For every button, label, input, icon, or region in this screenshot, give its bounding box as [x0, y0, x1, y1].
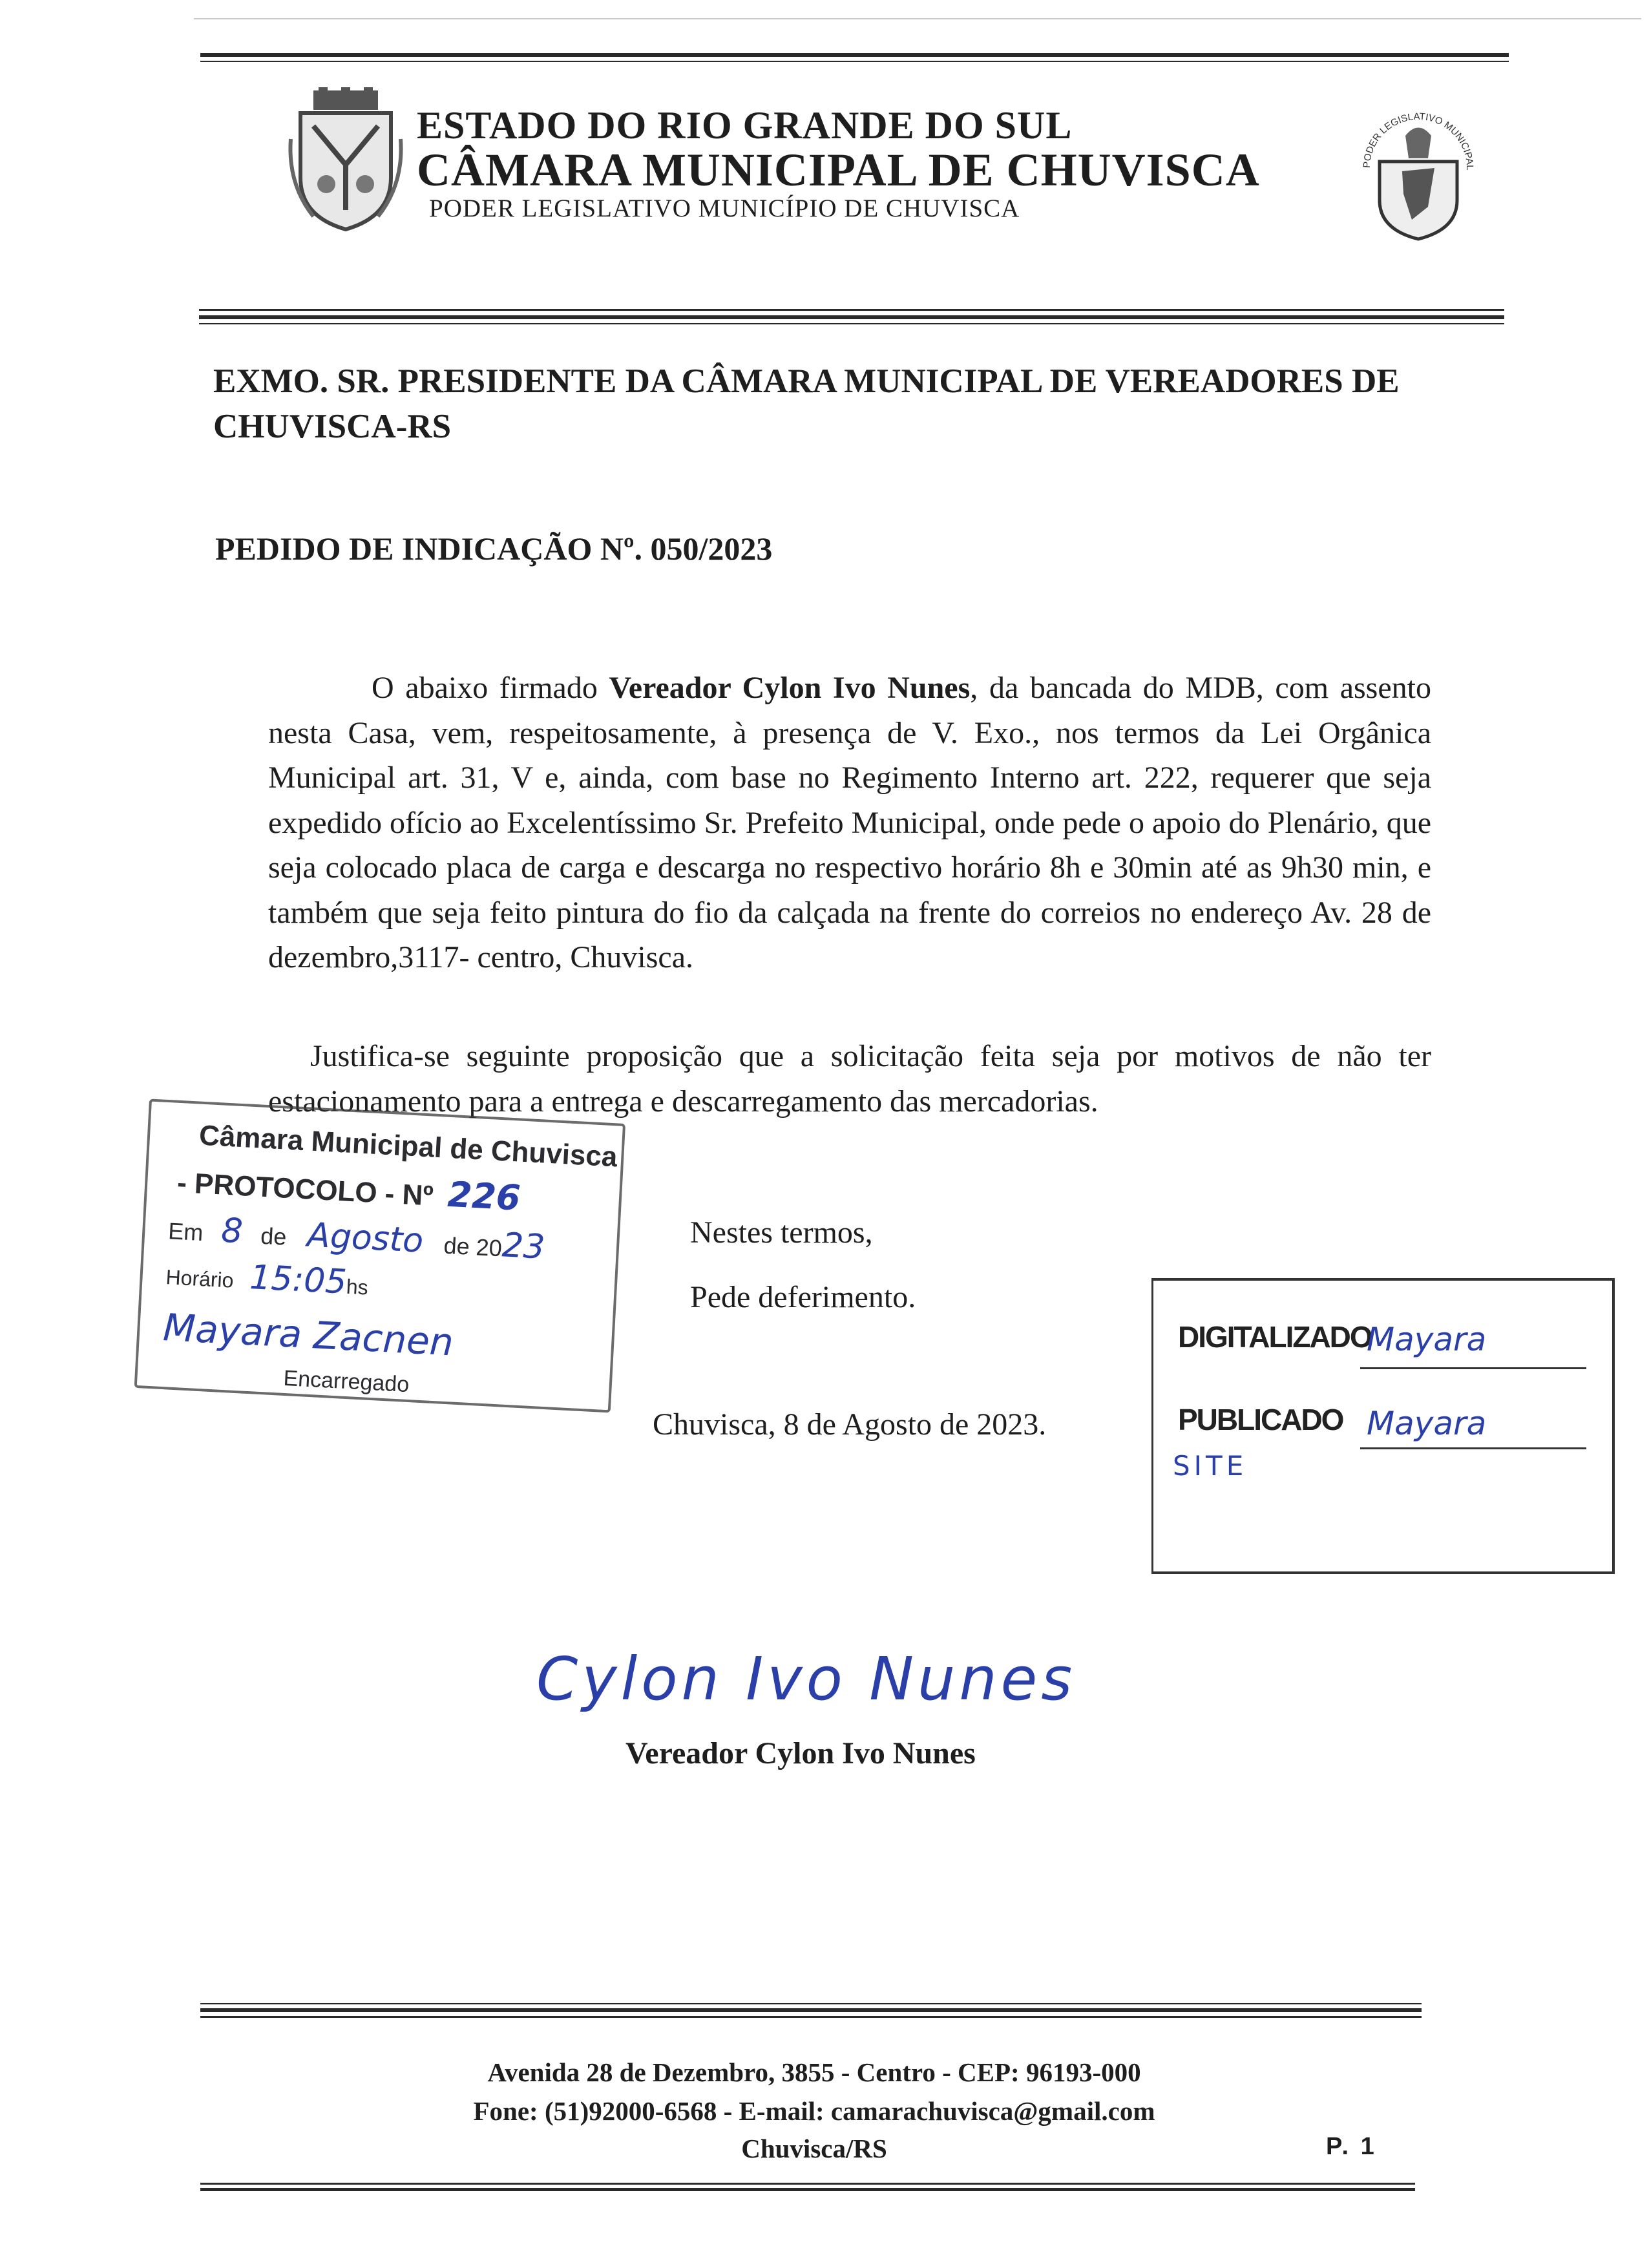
municipal-crest-icon	[288, 87, 404, 233]
protocol-signature: Mayara Zacnen	[162, 1305, 455, 1365]
seal-arc-text: PODER LEGISLATIVO MUNICIPAL	[1361, 110, 1476, 171]
p2-text: Justifica-se seguinte proposição que a solicitação feita seja por motivos de não ter estacionamento para a entrega e descarregamento das mercadorias.	[268, 1039, 1431, 1118]
publicado-label: PUBLICADO	[1178, 1403, 1343, 1436]
scan-edge-line	[194, 18, 1641, 19]
em-label: Em	[167, 1217, 204, 1246]
footer-contact: Fone: (51)92000-6568 - E-mail: camarachuvisca@gmail.com	[473, 2096, 1155, 2126]
body-paragraph-2	[268, 1034, 1431, 1124]
digitalizado-label: DIGITALIZADO	[1178, 1320, 1372, 1354]
protocol-stamp-chamber: Câmara Municipal de Chuvisca	[198, 1119, 618, 1173]
protocol-label: - PROTOCOLO - Nº	[176, 1166, 434, 1212]
year-label: de 20	[443, 1232, 503, 1262]
footer-city: Chuvisca/RS	[741, 2134, 887, 2163]
header-bottom-rule-thin	[199, 323, 1504, 324]
protocol-year: 23	[501, 1226, 546, 1267]
header-top-rule	[200, 53, 1509, 57]
footer-top-rule-thin	[200, 2003, 1422, 2004]
place-date: Chuvisca, 8 de Agosto de 2023.	[653, 1407, 1047, 1442]
councilor-signature: Cylon Ivo Nunes	[536, 1644, 1077, 1714]
body-paragraph-1	[268, 666, 1431, 980]
signature-line	[1360, 1447, 1586, 1449]
footer-top-rule-thin2	[200, 2016, 1422, 2018]
protocol-stamp	[133, 1098, 640, 1434]
horario-label: Horário	[165, 1265, 235, 1292]
header-top-rule-thin	[200, 61, 1509, 62]
header-state: ESTADO DO RIO GRANDE DO SUL	[417, 104, 1073, 147]
protocol-time: 15:05	[249, 1258, 348, 1302]
p1-intro: O abaixo firmado	[372, 671, 609, 705]
footer-top-rule	[200, 2008, 1422, 2012]
footer-address: Avenida 28 de Dezembro, 3855 - Centro - CEP: 96193-000	[487, 2057, 1141, 2087]
digitalization-stamp	[1151, 1278, 1615, 1574]
protocol-month: Agosto	[306, 1215, 425, 1261]
header-bottom-rule	[199, 309, 1504, 311]
page-number: P. 1	[1326, 2133, 1377, 2160]
hs-label: hs	[346, 1274, 369, 1299]
publicado-signature: Mayara	[1367, 1405, 1487, 1442]
encarregado-label: Encarregado	[282, 1365, 410, 1398]
legislative-seal-icon	[1357, 97, 1480, 242]
digitalizado-signature: Mayara	[1367, 1321, 1487, 1358]
header-chamber: CÂMARA MUNICIPAL DE CHUVISCA	[417, 144, 1260, 196]
protocol-day: 8	[220, 1211, 244, 1252]
request-title: PEDIDO DE INDICAÇÃO Nº. 050/2023	[215, 530, 773, 567]
header-bottom-rule-thick	[199, 315, 1504, 319]
site-note: SITE	[1173, 1450, 1248, 1482]
signature-line	[1360, 1367, 1586, 1369]
de-label: de	[260, 1222, 288, 1250]
closing-line-2: Pede deferimento.	[690, 1280, 916, 1314]
p1-councilor-name: Vereador Cylon Ivo Nunes	[609, 671, 971, 705]
footer-bottom-rule	[200, 2183, 1415, 2185]
header-subtitle: PODER LEGISLATIVO MUNICÍPIO DE CHUVISCA	[429, 194, 1020, 222]
footer-bottom-rule-thick	[200, 2188, 1415, 2191]
addressee: EXMO. SR. PRESIDENTE DA CÂMARA MUNICIPAL DE VEREADORES DE CHUVISCA-RS	[213, 362, 1400, 445]
protocol-number: 226	[446, 1173, 522, 1219]
p1-rest: , da bancada do MDB, com assento nesta Casa, vem, respeitosamente, à presença de V. Exo., nos termos da Lei Orgânica Municipal art. 31, V e, ainda, com base no Regimento Interno art. 222, requerer que seja expedido ofício ao Excelentíssimo Sr. Prefeito Municipal, onde pede o apoio do Plenário, que seja colocado placa de carga e descarga no respectivo horário 8h e 30min até as 9h30 min, e também que seja feito pintura do fio da calçada na frente do correios no endereço Av. 28 de dezembro,3117- centro, Chuvisca.	[268, 671, 1431, 974]
councilor-name: Vereador Cylon Ivo Nunes	[625, 1736, 976, 1770]
closing-line-1: Nestes termos,	[690, 1215, 873, 1250]
